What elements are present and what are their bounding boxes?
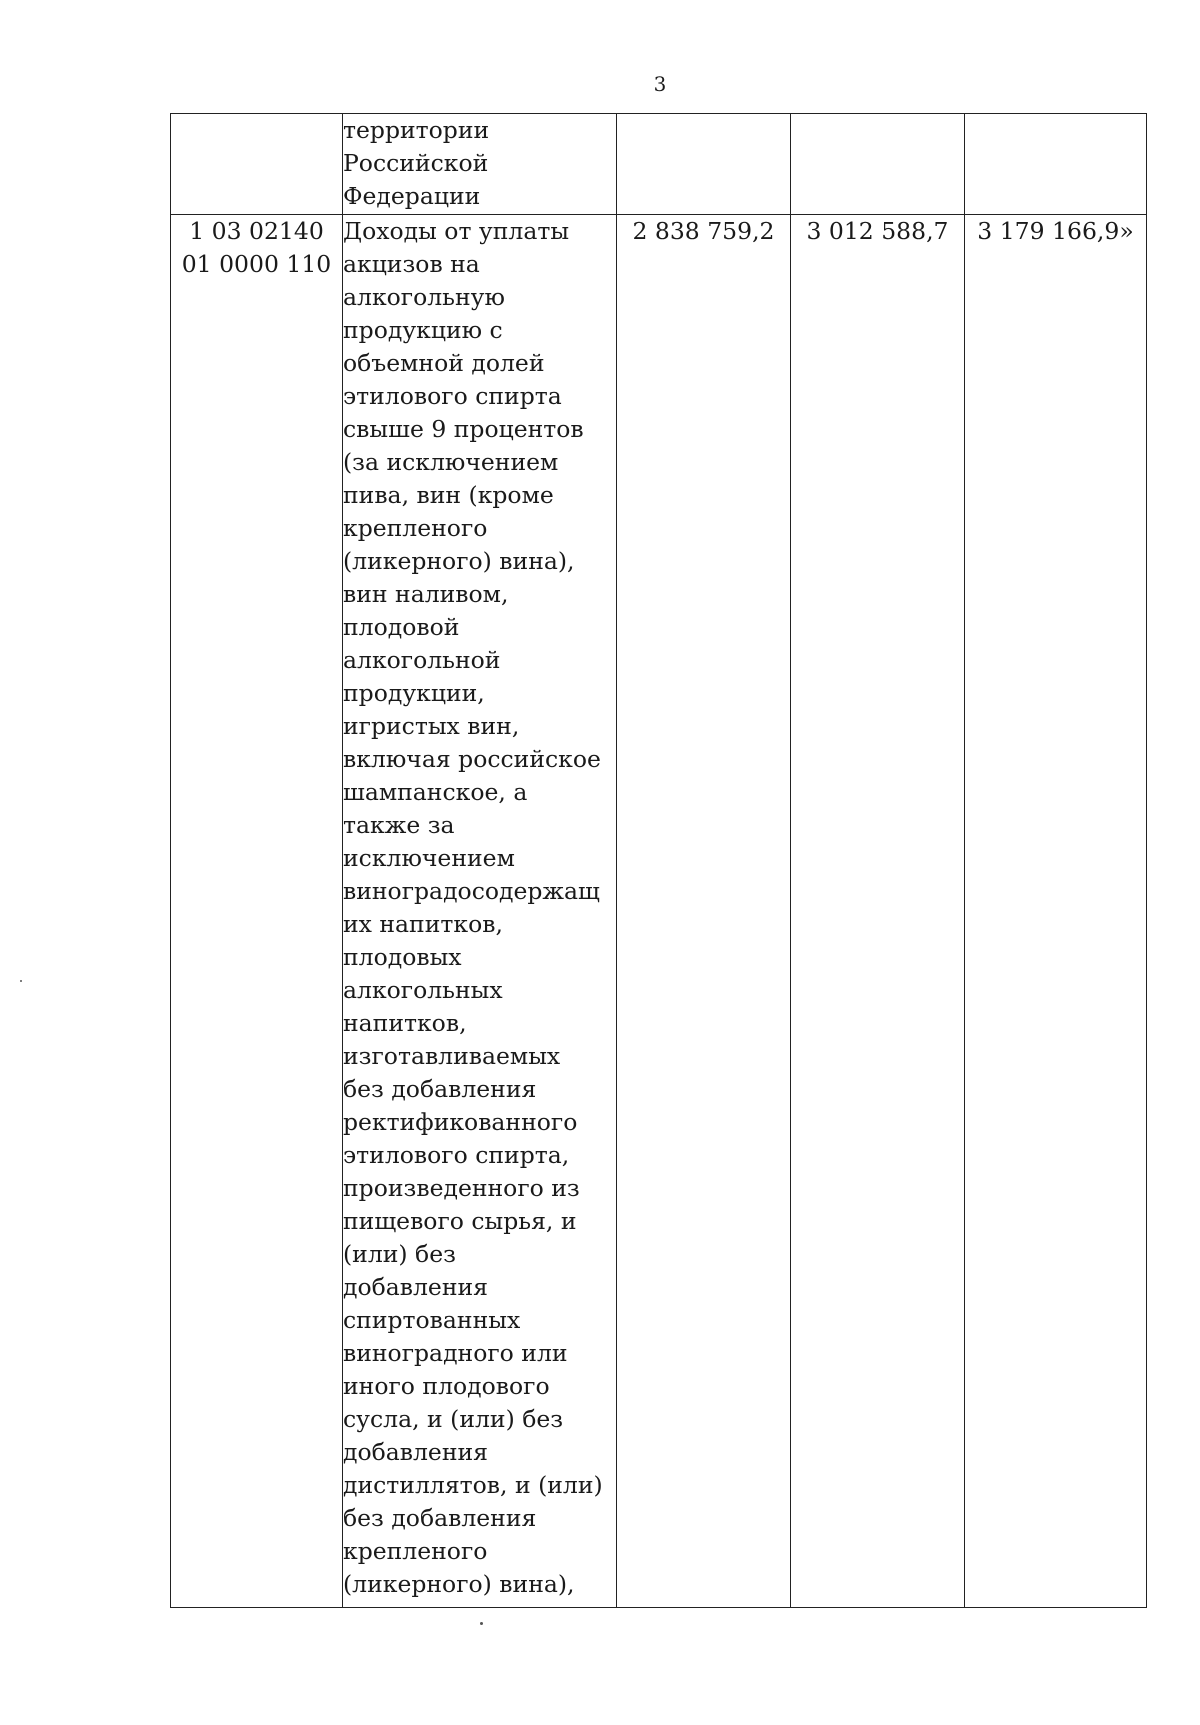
revenue-code-cell <box>171 215 343 1608</box>
name-line: напитков, <box>343 1009 467 1037</box>
name-line: шампанское, а <box>343 778 528 806</box>
revenue-name-cell <box>343 215 617 1608</box>
name-line: территории <box>343 116 490 144</box>
name-line: сусла, и (или) без <box>343 1405 564 1433</box>
name-line: дистиллятов, и (или) <box>343 1471 603 1499</box>
name-line: объемной долей <box>343 349 545 377</box>
name-line: акцизов на <box>343 250 480 278</box>
name-line: их напитков, <box>343 910 503 938</box>
name-line: также за <box>343 811 455 839</box>
amount-cell-2: 3 012 588,7 <box>791 215 965 1608</box>
table-row <box>171 215 1147 1608</box>
name-line: исключением <box>343 844 515 872</box>
name-line: Российской <box>343 149 489 177</box>
table-row <box>171 114 1147 215</box>
revenue-code-cell <box>171 114 343 215</box>
name-line: плодовой <box>343 613 460 641</box>
name-line: Доходы от уплаты <box>343 217 570 245</box>
name-line: продукции, <box>343 679 485 707</box>
page-number: 3 <box>653 72 667 96</box>
name-line: пива, вин (кроме <box>343 481 554 509</box>
name-line: алкогольных <box>343 976 503 1004</box>
revenue-name-cell <box>343 114 617 215</box>
name-line: включая российское <box>343 745 601 773</box>
name-line: виноградного или <box>343 1339 568 1367</box>
name-line: (или) без <box>343 1240 456 1268</box>
name-line: ректификованного <box>343 1108 578 1136</box>
name-line: иного плодового <box>343 1372 550 1400</box>
name-line: спиртованных <box>343 1306 521 1334</box>
name-line: изготавливаемых <box>343 1042 561 1070</box>
amount-cell-1: 2 838 759,2 <box>617 215 791 1608</box>
amount-cell-3: 3 179 166,9» <box>965 215 1147 1608</box>
name-line: (ликерного) вина), <box>343 1570 575 1598</box>
name-line: вин наливом, <box>343 580 509 608</box>
scan-speck <box>20 980 22 982</box>
name-line: крепленого <box>343 1537 488 1565</box>
name-line: свыше 9 процентов <box>343 415 584 443</box>
name-line: (ликерного) вина), <box>343 547 575 575</box>
name-line: Федерации <box>343 182 481 210</box>
name-line: пищевого сырья, и <box>343 1207 577 1235</box>
amount-cell-2 <box>791 114 965 215</box>
name-line: произведенного из <box>343 1174 580 1202</box>
amount-cell-1 <box>617 114 791 215</box>
name-line: алкогольной <box>343 646 501 674</box>
name-line: виноградосодержащ <box>343 877 600 905</box>
name-line: добавления <box>343 1438 488 1466</box>
name-line: продукцию с <box>343 316 503 344</box>
name-line: без добавления <box>343 1075 537 1103</box>
name-line: крепленого <box>343 514 488 542</box>
name-line: плодовых <box>343 943 462 971</box>
name-line: игристых вин, <box>343 712 520 740</box>
name-line: добавления <box>343 1273 488 1301</box>
amount-cell-3 <box>965 114 1147 215</box>
name-line: (за исключением <box>343 448 559 476</box>
name-line: алкогольную <box>343 283 505 311</box>
budget-revenue-table <box>170 113 1147 1608</box>
name-line: этилового спирта, <box>343 1141 570 1169</box>
scan-speck <box>480 1622 483 1625</box>
name-line: этилового спирта <box>343 382 562 410</box>
code-line: 1 03 02140 <box>189 217 324 245</box>
code-line: 01 0000 110 <box>181 250 332 278</box>
name-line: без добавления <box>343 1504 537 1532</box>
